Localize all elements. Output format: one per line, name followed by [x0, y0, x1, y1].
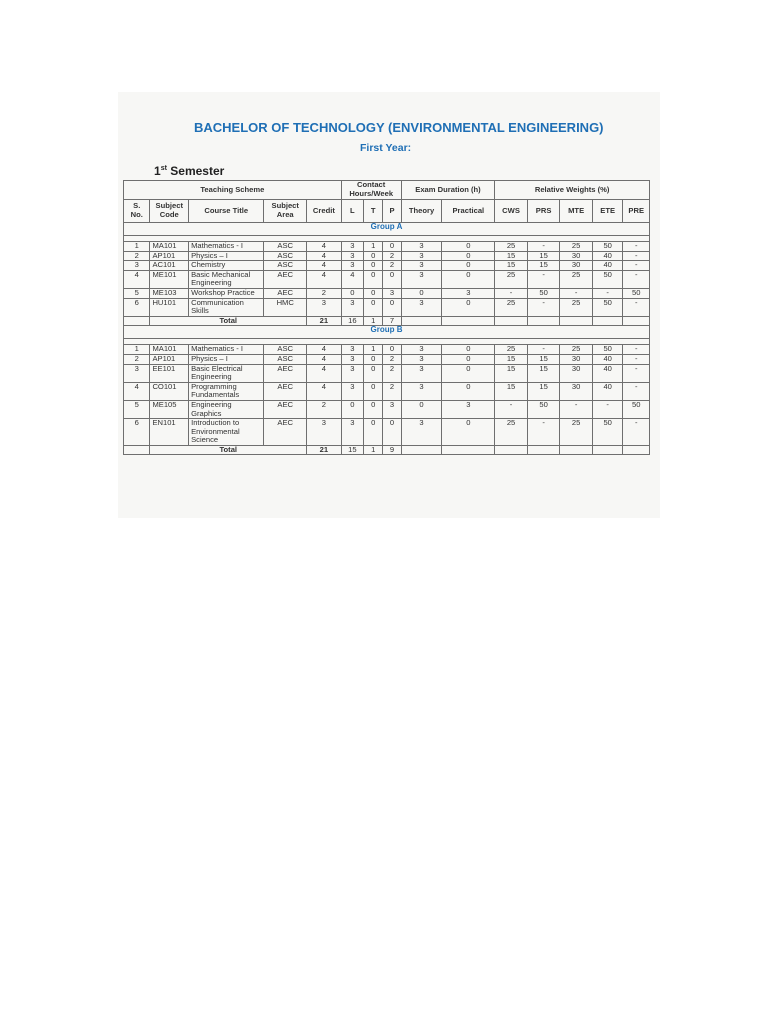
- table-cell: 6: [124, 419, 150, 446]
- table-cell: [124, 445, 150, 455]
- table-cell: 4: [307, 261, 342, 271]
- column-header: Course Title: [189, 200, 264, 223]
- table-cell: HU101: [150, 298, 189, 316]
- scanned-curriculum-page: [118, 92, 660, 518]
- table-cell: -: [623, 364, 650, 382]
- table-cell: [495, 445, 528, 455]
- table-cell: -: [592, 288, 623, 298]
- table-cell: 15: [527, 261, 560, 271]
- total-label: Total: [150, 445, 307, 455]
- table-cell: Basic Mechanical Engineering: [189, 270, 264, 288]
- table-cell: 15: [495, 382, 528, 400]
- table-row: [124, 419, 650, 446]
- table-cell: [527, 445, 560, 455]
- contact-hours-header: Contact Hours/Week: [341, 181, 401, 200]
- table-cell: 30: [560, 354, 593, 364]
- table-cell: 3: [341, 251, 363, 261]
- table-cell: 0: [383, 270, 401, 288]
- table-cell: 0: [364, 364, 383, 382]
- table-cell: AEC: [264, 364, 307, 382]
- table-cell: -: [527, 345, 560, 355]
- table-cell: 5: [124, 400, 150, 418]
- table-cell: Basic Electrical Engineering: [189, 364, 264, 382]
- table-cell: 50: [527, 288, 560, 298]
- table-cell: 40: [592, 382, 623, 400]
- table-cell: ME103: [150, 288, 189, 298]
- table-cell: 3: [401, 298, 442, 316]
- table-cell: 3: [341, 261, 363, 271]
- table-cell: AP101: [150, 251, 189, 261]
- total-row: [124, 316, 650, 326]
- table-cell: 15: [527, 251, 560, 261]
- column-header: PRS: [527, 200, 560, 223]
- table-cell: Chemistry: [189, 261, 264, 271]
- table-cell: 3: [401, 345, 442, 355]
- table-cell: 0: [401, 288, 442, 298]
- table-cell: 2: [383, 382, 401, 400]
- table-cell: 30: [560, 261, 593, 271]
- table-cell: 0: [341, 400, 363, 418]
- table-cell: 25: [495, 345, 528, 355]
- table-cell: 0: [341, 288, 363, 298]
- table-cell: 25: [560, 242, 593, 252]
- total-credit-cell: 21: [307, 316, 342, 326]
- table-cell: Programming Fundamentals: [189, 382, 264, 400]
- table-cell: HMC: [264, 298, 307, 316]
- table-cell: [124, 316, 150, 326]
- table-cell: 0: [364, 270, 383, 288]
- table-cell: 4: [307, 251, 342, 261]
- table-cell: Engineering Graphics: [189, 400, 264, 418]
- table-cell: -: [623, 354, 650, 364]
- table-row: [124, 364, 650, 382]
- semester-number: 1: [154, 164, 161, 178]
- table-cell: -: [495, 288, 528, 298]
- total-t-cell: 1: [364, 445, 383, 455]
- table-cell: 4: [307, 382, 342, 400]
- table-cell: 25: [560, 419, 593, 446]
- table-cell: ASC: [264, 242, 307, 252]
- table-row: [124, 251, 650, 261]
- table-cell: 50: [623, 288, 650, 298]
- table-cell: 25: [495, 242, 528, 252]
- column-header: T: [364, 200, 383, 223]
- table-cell: 0: [383, 419, 401, 446]
- table-cell: 25: [560, 298, 593, 316]
- table-cell: 3: [401, 354, 442, 364]
- table-cell: Physics – I: [189, 251, 264, 261]
- table-cell: -: [527, 298, 560, 316]
- table-cell: Mathematics - I: [189, 345, 264, 355]
- table-cell: 3: [341, 364, 363, 382]
- table-cell: 3: [341, 298, 363, 316]
- table-cell: [592, 445, 623, 455]
- document-title: BACHELOR OF TECHNOLOGY (ENVIRONMENTAL ENGINEERING): [194, 120, 604, 135]
- table-cell: 2: [383, 261, 401, 271]
- table-cell: 3: [401, 364, 442, 382]
- table-cell: 30: [560, 251, 593, 261]
- table-cell: 50: [592, 242, 623, 252]
- table-cell: Workshop Practice: [189, 288, 264, 298]
- semester-label: Semester: [170, 164, 225, 178]
- table-cell: 0: [364, 261, 383, 271]
- table-cell: AP101: [150, 354, 189, 364]
- table-cell: 2: [307, 400, 342, 418]
- total-t-cell: 1: [364, 316, 383, 326]
- table-cell: 4: [124, 270, 150, 288]
- table-cell: AEC: [264, 419, 307, 446]
- table-cell: ASC: [264, 261, 307, 271]
- table-cell: -: [527, 419, 560, 446]
- table-cell: -: [527, 270, 560, 288]
- table-body: [124, 223, 650, 455]
- table-cell: 3: [124, 364, 150, 382]
- table-row: [124, 261, 650, 271]
- table-cell: [592, 316, 623, 326]
- table-cell: 40: [592, 251, 623, 261]
- table-row: [124, 354, 650, 364]
- table-cell: -: [560, 400, 593, 418]
- table-cell: 3: [442, 288, 495, 298]
- table-cell: Communication Skills: [189, 298, 264, 316]
- table-cell: AEC: [264, 288, 307, 298]
- table-cell: [623, 445, 650, 455]
- table-cell: 3: [341, 354, 363, 364]
- table-cell: 2: [124, 251, 150, 261]
- total-p-cell: 9: [383, 445, 401, 455]
- table-cell: 50: [592, 298, 623, 316]
- table-cell: 1: [364, 345, 383, 355]
- table-cell: 1: [364, 242, 383, 252]
- table-cell: 5: [124, 288, 150, 298]
- table-cell: 40: [592, 261, 623, 271]
- column-header: S. No.: [124, 200, 150, 223]
- table-cell: 15: [495, 261, 528, 271]
- table-cell: 15: [527, 364, 560, 382]
- table-cell: 4: [307, 354, 342, 364]
- table-cell: 50: [623, 400, 650, 418]
- table-cell: 0: [442, 354, 495, 364]
- group-label: Group B: [124, 326, 650, 339]
- table-cell: -: [623, 382, 650, 400]
- table-cell: 4: [307, 242, 342, 252]
- table-cell: [442, 445, 495, 455]
- table-cell: 15: [527, 354, 560, 364]
- table-cell: 1: [124, 345, 150, 355]
- table-cell: 30: [560, 364, 593, 382]
- table-cell: 2: [383, 251, 401, 261]
- table-cell: 3: [383, 288, 401, 298]
- exam-duration-header: Exam Duration (h): [401, 181, 495, 200]
- table-cell: -: [623, 419, 650, 446]
- total-l-cell: 16: [341, 316, 363, 326]
- total-row: [124, 445, 650, 455]
- table-column-header-row: [124, 200, 650, 223]
- total-label: Total: [150, 316, 307, 326]
- table-cell: ASC: [264, 251, 307, 261]
- table-row: [124, 270, 650, 288]
- table-cell: 15: [495, 364, 528, 382]
- table-cell: 25: [560, 345, 593, 355]
- semester-heading: [154, 164, 224, 178]
- table-cell: 3: [341, 419, 363, 446]
- table-cell: 15: [495, 354, 528, 364]
- table-cell: 3: [383, 400, 401, 418]
- column-header: Practical: [442, 200, 495, 223]
- table-cell: 3: [341, 382, 363, 400]
- table-cell: -: [527, 242, 560, 252]
- document-subtitle: First Year:: [360, 142, 412, 154]
- group-label-row: [124, 326, 650, 339]
- table-cell: 25: [495, 270, 528, 288]
- table-cell: 0: [401, 400, 442, 418]
- table-cell: 25: [560, 270, 593, 288]
- table-cell: 0: [442, 298, 495, 316]
- table-cell: 0: [442, 242, 495, 252]
- table-cell: 3: [341, 345, 363, 355]
- table-cell: 3: [401, 251, 442, 261]
- column-header: Credit: [307, 200, 342, 223]
- table-cell: 3: [401, 270, 442, 288]
- table-cell: EE101: [150, 364, 189, 382]
- table-row: [124, 288, 650, 298]
- table-cell: 50: [592, 419, 623, 446]
- table-cell: -: [623, 270, 650, 288]
- column-header: CWS: [495, 200, 528, 223]
- table-cell: 4: [341, 270, 363, 288]
- table-cell: 3: [341, 242, 363, 252]
- table-cell: 0: [364, 400, 383, 418]
- table-cell: 0: [383, 298, 401, 316]
- table-cell: 1: [124, 242, 150, 252]
- semester-ordinal-suffix: st: [160, 165, 167, 172]
- total-p-cell: 7: [383, 316, 401, 326]
- table-cell: 4: [307, 364, 342, 382]
- table-cell: -: [560, 288, 593, 298]
- table-cell: 50: [527, 400, 560, 418]
- table-cell: 2: [124, 354, 150, 364]
- column-header: L: [341, 200, 363, 223]
- table-cell: 0: [442, 364, 495, 382]
- table-cell: 40: [592, 354, 623, 364]
- table-cell: [527, 316, 560, 326]
- table-cell: 4: [124, 382, 150, 400]
- column-header: Theory: [401, 200, 442, 223]
- table-cell: 2: [383, 364, 401, 382]
- table-cell: 4: [307, 345, 342, 355]
- table-cell: 3: [401, 382, 442, 400]
- total-credit-cell: 21: [307, 445, 342, 455]
- table-cell: 2: [307, 288, 342, 298]
- table-cell: 3: [124, 261, 150, 271]
- table-cell: 2: [383, 354, 401, 364]
- table-cell: 0: [442, 419, 495, 446]
- table-cell: 25: [495, 419, 528, 446]
- table-cell: 25: [495, 298, 528, 316]
- table-row: [124, 400, 650, 418]
- table-cell: 0: [442, 382, 495, 400]
- table-cell: 50: [592, 270, 623, 288]
- table-cell: 0: [364, 419, 383, 446]
- table-cell: EN101: [150, 419, 189, 446]
- table-cell: ME101: [150, 270, 189, 288]
- column-header: MTE: [560, 200, 593, 223]
- table-cell: 0: [442, 345, 495, 355]
- table-cell: 3: [442, 400, 495, 418]
- table-cell: 15: [527, 382, 560, 400]
- table-row: [124, 242, 650, 252]
- table-cell: 3: [401, 419, 442, 446]
- table-cell: [560, 316, 593, 326]
- table-cell: 0: [364, 382, 383, 400]
- table-cell: [495, 316, 528, 326]
- table-cell: 0: [364, 288, 383, 298]
- table-row: [124, 382, 650, 400]
- group-label-row: [124, 223, 650, 236]
- table-cell: 3: [401, 242, 442, 252]
- table-cell: 3: [401, 261, 442, 271]
- table-cell: MA101: [150, 345, 189, 355]
- relative-weights-header: Relative Weights (%): [495, 181, 650, 200]
- table-cell: 40: [592, 364, 623, 382]
- table-cell: 0: [383, 345, 401, 355]
- group-label: Group A: [124, 223, 650, 236]
- table-cell: 15: [495, 251, 528, 261]
- table-cell: AEC: [264, 270, 307, 288]
- column-header: PRE: [623, 200, 650, 223]
- table-row: [124, 345, 650, 355]
- table-cell: [401, 316, 442, 326]
- table-cell: -: [592, 400, 623, 418]
- table-cell: 30: [560, 382, 593, 400]
- column-header: Subject Code: [150, 200, 189, 223]
- table-cell: -: [623, 345, 650, 355]
- table-cell: [623, 316, 650, 326]
- curriculum-table: [123, 180, 650, 455]
- table-cell: 0: [442, 251, 495, 261]
- table-cell: 0: [364, 354, 383, 364]
- column-header: Subject Area: [264, 200, 307, 223]
- table-cell: ASC: [264, 354, 307, 364]
- table-cell: ASC: [264, 345, 307, 355]
- table-cell: -: [623, 261, 650, 271]
- table-cell: AEC: [264, 400, 307, 418]
- table-cell: [560, 445, 593, 455]
- table-cell: [442, 316, 495, 326]
- table-cell: 6: [124, 298, 150, 316]
- table-cell: MA101: [150, 242, 189, 252]
- table-cell: 3: [307, 298, 342, 316]
- table-cell: -: [495, 400, 528, 418]
- table-cell: 4: [307, 270, 342, 288]
- table-cell: Physics – I: [189, 354, 264, 364]
- column-header: P: [383, 200, 401, 223]
- table-cell: [401, 445, 442, 455]
- table-cell: Mathematics - I: [189, 242, 264, 252]
- table-cell: CO101: [150, 382, 189, 400]
- table-cell: ME105: [150, 400, 189, 418]
- table-cell: 0: [364, 251, 383, 261]
- teaching-scheme-header: Teaching Scheme: [124, 181, 342, 200]
- table-row: [124, 298, 650, 316]
- column-header: ETE: [592, 200, 623, 223]
- table-cell: 50: [592, 345, 623, 355]
- table-cell: AC101: [150, 261, 189, 271]
- table-cell: 3: [307, 419, 342, 446]
- table-cell: 0: [383, 242, 401, 252]
- table-cell: AEC: [264, 382, 307, 400]
- table-cell: -: [623, 242, 650, 252]
- table-cell: 0: [364, 298, 383, 316]
- total-l-cell: 15: [341, 445, 363, 455]
- table-cell: -: [623, 251, 650, 261]
- table-cell: Introduction to Environmental Science: [189, 419, 264, 446]
- table-cell: 0: [442, 270, 495, 288]
- table-group-header-row: [124, 181, 650, 200]
- table-cell: -: [623, 298, 650, 316]
- table-cell: 0: [442, 261, 495, 271]
